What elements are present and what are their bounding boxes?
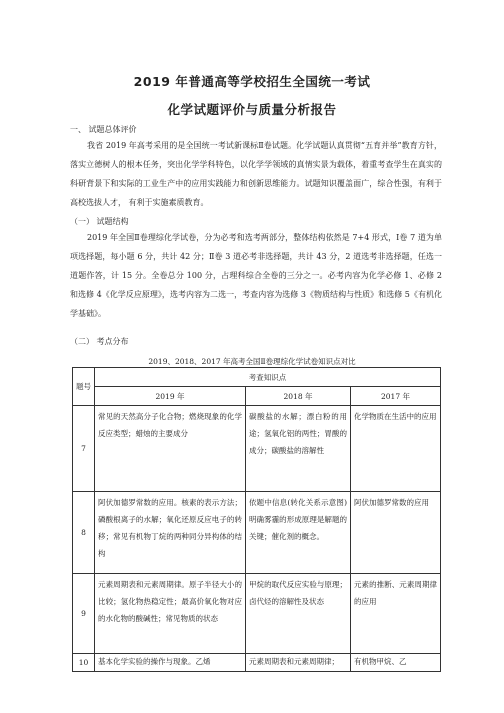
cell-2018: 依题中信息(转化关系示意图)明确雾霾的形成原理是解题的关键；催化剂的概念。 — [246, 492, 351, 574]
cell-2017: 阿伏加德罗常数的应用 — [351, 492, 441, 574]
question-number: 8 — [73, 492, 95, 574]
cell-2017: 化学物质在生活中的应用 — [351, 406, 441, 492]
distribution-heading: （二） 考点分布 — [70, 337, 129, 346]
question-number: 7 — [73, 406, 95, 492]
header-year-2018: 2018 年 — [246, 387, 351, 406]
cell-2019: 阿伏加德罗常数的应用。核素的表示方法；磷酸根离子的水解；氧化还原反应电子的转移；常见有机物丁烷的两种同分异构体的结构 — [95, 492, 246, 574]
table-row — [73, 492, 441, 574]
header-question-number: 题号 — [73, 368, 95, 406]
cell-2018: 甲烷的取代反应实验与原理；卤代烃的溶解性及状态 — [246, 574, 351, 654]
cell-2018: 碳酸盐的水解；漂白粉的用途；氢氧化铝的两性；胃酸的成分；碳酸盐的溶解性 — [246, 406, 351, 492]
cell-2017: 元素的推断、元素周期律的应用 — [351, 574, 441, 654]
header-year-2017: 2017 年 — [351, 387, 441, 406]
section1-heading: 一、 试题总体评价 — [70, 125, 137, 134]
report-title: 2019 年普通高等学校招生全国统一考试 — [133, 74, 371, 89]
table-caption: 2019、2018、2017 年高考全国Ⅱ卷理综化学试卷知识点对比 — [148, 357, 356, 366]
table-row — [73, 574, 441, 654]
cell-2019: 常见的天然高分子化合物；燃烧现象的化学反应类型；蜡烛的主要成分 — [95, 406, 246, 492]
cell-2019: 元素周期表和元素周期律。原子半径大小的比较；氢化物热稳定性；最高价氧化物对应的水化物的酸碱性；常见物质的状态 — [95, 574, 246, 654]
section1-paragraph: 我省 2019 年高考采用的是全国统一考试新课标Ⅱ卷试题。化学试题认真贯彻“五育并举”教育方针，落实立德树人的根本任务，突出化学学科特色，以化学学领域的真情实景为载体，着重考查学生在真实的科研背景下和实际的工业生产中的应用实践能力和创新思维能力。试题知识覆盖面广，综合性强，有利于高校选拔人才， 有利于实施素质教育。 — [70, 141, 442, 207]
table-row — [73, 654, 441, 672]
header-year-2019: 2019 年 — [95, 387, 246, 406]
question-number: 10 — [73, 654, 95, 672]
cell-2017: 有机物甲烷、乙 — [351, 654, 441, 672]
structure-paragraph: 2019 年全国Ⅱ卷理综化学试卷，分为必考和选考两部分，整体结构依然是 7+4 形式，Ⅰ卷 7 道为单项选择题，每小题 6 分，共计 42 分；Ⅱ卷 3 道必考非选择题，共计 43 分，2 道选考非选择题，任选一道题作答，计 15 分。全卷总分 100 分，占理科综合全卷的三分之一。必考内容为化学必修 1、必修 2 和选修 4《化学反应原理》，选考内容为二选一，考查内容为选修 3《物质结构与性质》和选修 5《有机化学基础》。 — [70, 233, 442, 318]
report-subtitle: 化学试题评价与质量分析报告 — [167, 102, 337, 117]
question-number: 9 — [73, 574, 95, 654]
structure-heading: （一） 试题结构 — [70, 217, 129, 226]
cell-2019: 基本化学实验的操作与现象。乙烯 — [95, 654, 246, 672]
table-row — [73, 406, 441, 492]
cell-2018: 元素周期表和元素周期律； — [246, 654, 351, 672]
knowledge-point-table — [72, 367, 441, 672]
header-knowledge-points: 考查知识点 — [95, 368, 441, 387]
